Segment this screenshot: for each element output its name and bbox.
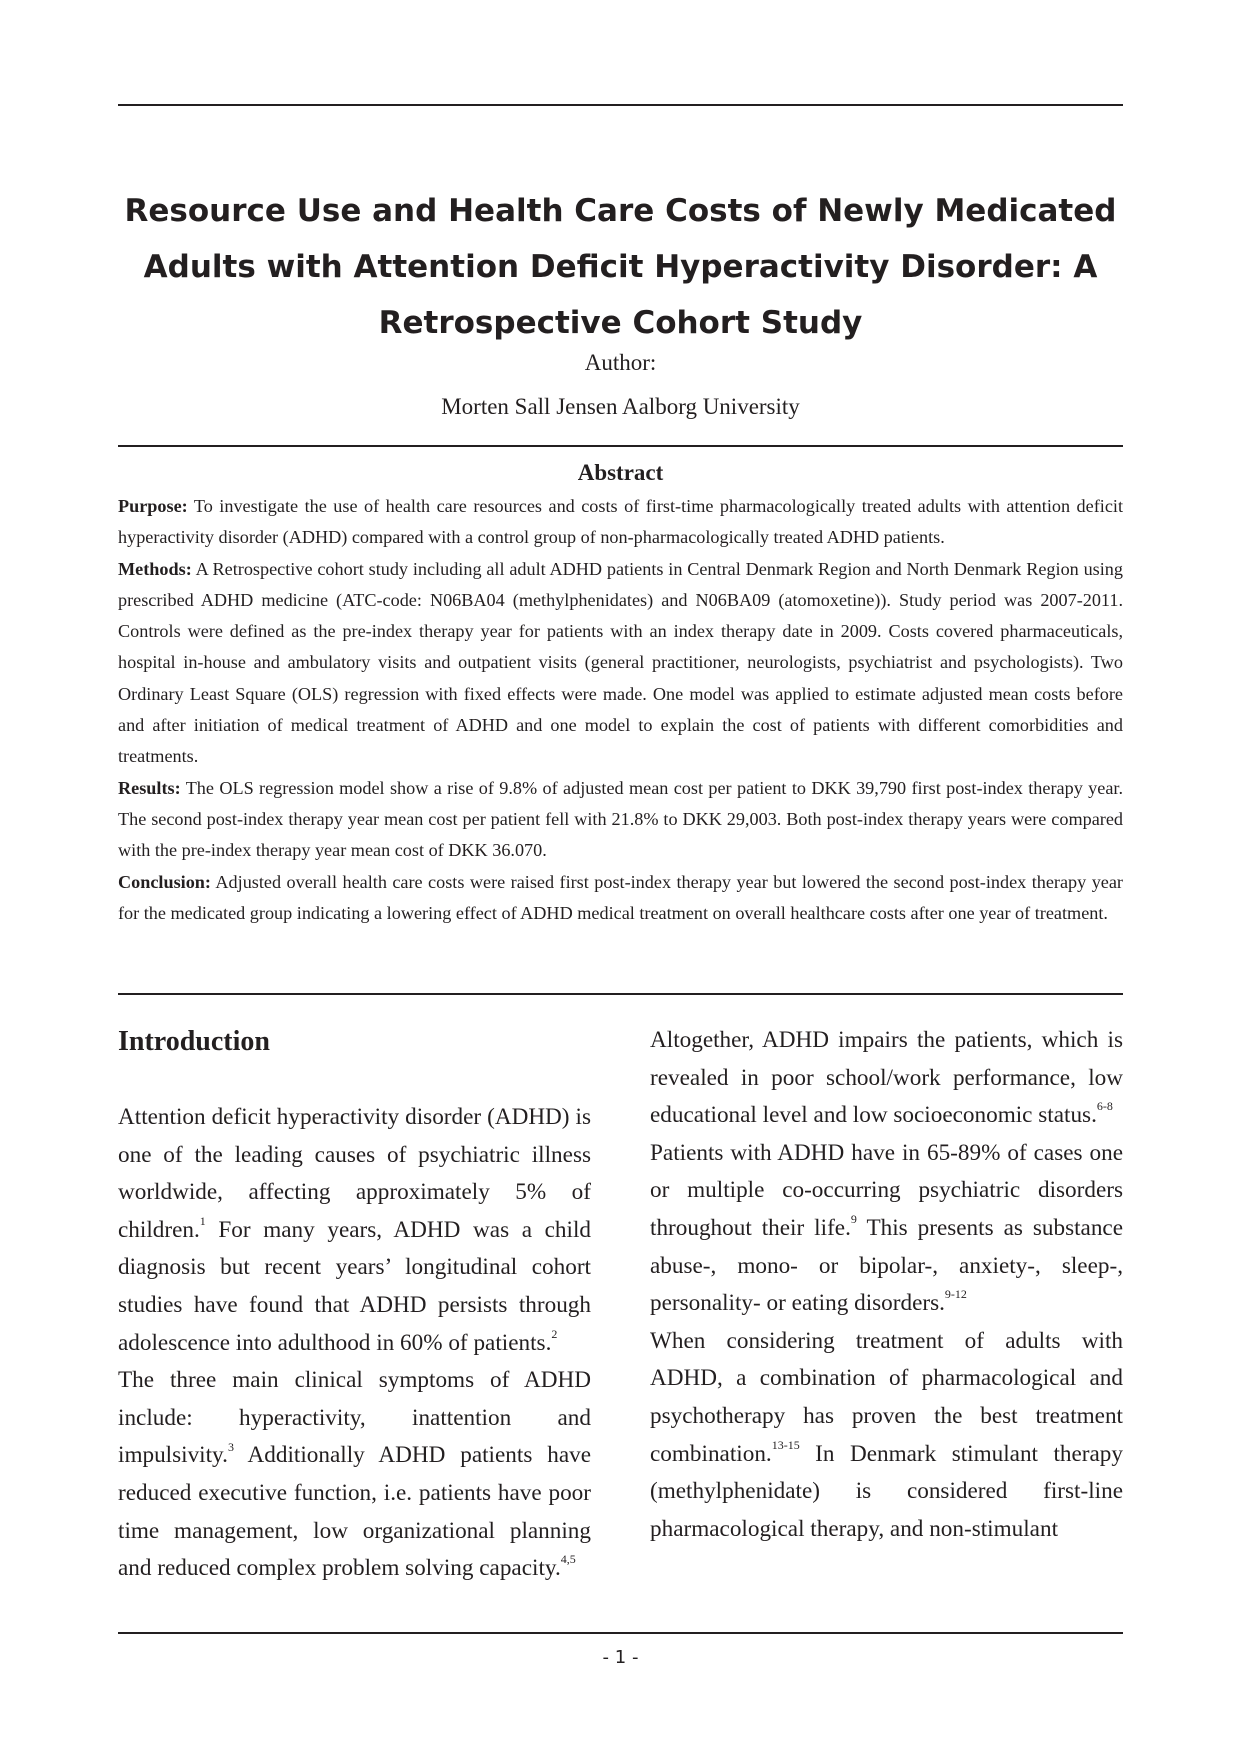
- intro-paragraph-3: [650, 1135, 1123, 1323]
- citation: 4,5: [560, 1552, 576, 1567]
- intro-p2-text-c-continued: Altogether, ADHD impairs the patients, which is revealed in poor school/work performance, low educational level and low socioeconomic status.: [650, 1027, 1123, 1129]
- abstract-bottom-rule: [118, 993, 1123, 995]
- intro-p4-text-b: In Denmark stimulant therapy (methylphenidate) is considered first-line pharmacological therapy, and non-stimulant: [650, 1440, 1123, 1542]
- header-rule: [118, 104, 1123, 106]
- intro-p1-text-b: For many years, ADHD was a child diagnosis but recent years’ longitudinal cohort studies have found that ADHD persists through adolescence into adulthood in 60% of patients.: [118, 1216, 591, 1356]
- abstract-conclusion: [118, 867, 1123, 930]
- citation: 2: [551, 1326, 558, 1341]
- citation: 13-15: [771, 1437, 800, 1452]
- citation: 6-8: [1096, 1099, 1113, 1114]
- footer-rule: [118, 1632, 1123, 1634]
- purpose-label: Purpose:: [118, 496, 188, 516]
- body-column-left: [118, 1022, 591, 1588]
- purpose-text: To investigate the use of health care resources and costs of first-time pharmacologically treated adults with attention deficit hyperactivity disorder (ADHD) compared with a control group of non-pharmacologically treated ADHD patients.: [118, 496, 1124, 548]
- citation: 9: [850, 1212, 857, 1227]
- introduction-heading: Introduction: [118, 1026, 270, 1057]
- paper-title: Resource Use and Health Care Costs of Newly Medicated Adults with Attention Deficit Hyperactivity Disorder: A Retrospective Cohort Study: [124, 193, 1117, 341]
- conclusion-text: Adjusted overall health care costs were raised first post-index therapy year but lowered the second post-index therapy year for the medicated group indicating a lowering effect of ADHD medical treatment on overall healthcare costs after one year of treatment.: [118, 871, 1123, 923]
- abstract-heading: Abstract: [577, 460, 664, 485]
- page-number: - 1 -: [602, 1647, 639, 1668]
- methods-label: Methods:: [118, 558, 192, 579]
- intro-p3-text-b: This presents as substance abuse-, mono- or bipolar-, anxiety-, sleep-, personality- or eating disorders.: [650, 1214, 1124, 1317]
- body-column-right: [650, 1022, 1123, 1548]
- methods-text: A Retrospective cohort study including all adult ADHD patients in Central Denmark Region and North Denmark Region using prescribed ADHD medicine (ATC-code: N06BA04 (methylphenidates) and N06BA09 (atomoxetine)). Study period was 2007-2011. Controls were defined as the pre-index therapy year for patients with an index therapy date in 2009. Costs covered pharmaceuticals, hospital in-house and ambulatory visits and outpatient visits (general practitioner, neurologists, psychiatrist and psychologists). Two Ordinary Least Square (OLS) regression with fixed effects were made. One model was applied to estimate adjusted mean costs before and after initiation of medical treatment of ADHD and one model to explain the cost of patients with different comorbidities and treatments.: [118, 558, 1123, 767]
- intro-p1-text-a: Attention deficit hyperactivity disorder (ADHD) is one of the leading causes of psychiatric illness worldwide, affecting approximately 5% of children.: [118, 1104, 591, 1243]
- author-name: Morten Sall Jensen Aalborg University: [441, 394, 800, 419]
- intro-paragraph-2-continued: [650, 1022, 1123, 1135]
- intro-p2-text-a: The three main clinical symptoms of ADHD include: hyperactivity, inattention and impulsivity.: [118, 1367, 591, 1469]
- intro-p2-text-b: Additionally ADHD patients have reduced executive function, i.e. patients have poor time management, low organizational planning and reduced complex problem solving capacity.: [118, 1442, 591, 1582]
- author-label: Author:: [584, 350, 657, 375]
- intro-p3-text-a: Patients with ADHD have in 65-89% of cases one or multiple co-occurring psychiatric disorders throughout their life.: [650, 1139, 1123, 1241]
- abstract-methods: [118, 554, 1123, 773]
- abstract-purpose: [118, 491, 1123, 554]
- intro-paragraph-4: [650, 1323, 1123, 1549]
- intro-paragraph-2: [118, 1362, 591, 1588]
- citation: 1: [199, 1214, 206, 1229]
- citation: 9-12: [944, 1287, 967, 1302]
- intro-p4-text-a: When considering treatment of adults with ADHD, a combination of pharmacological and psychotherapy has proven the best treatment combination.: [650, 1327, 1123, 1467]
- abstract-top-rule: [118, 445, 1123, 447]
- intro-paragraph-1: [118, 1099, 591, 1362]
- abstract-results: [118, 773, 1123, 867]
- citation: 3: [227, 1439, 234, 1454]
- conclusion-label: Conclusion:: [118, 871, 211, 892]
- results-label: Results:: [118, 777, 181, 798]
- abstract-body: [118, 491, 1123, 929]
- results-text: The OLS regression model show a rise of 9.8% of adjusted mean cost per patient to DKK 39,790 first post-index therapy year. The second post-index therapy year mean cost per patient fell with 21.8% to DKK 29,003. Both post-index therapy years were compared with the pre-index therapy year mean cost of DKK 36.070.: [118, 777, 1123, 861]
